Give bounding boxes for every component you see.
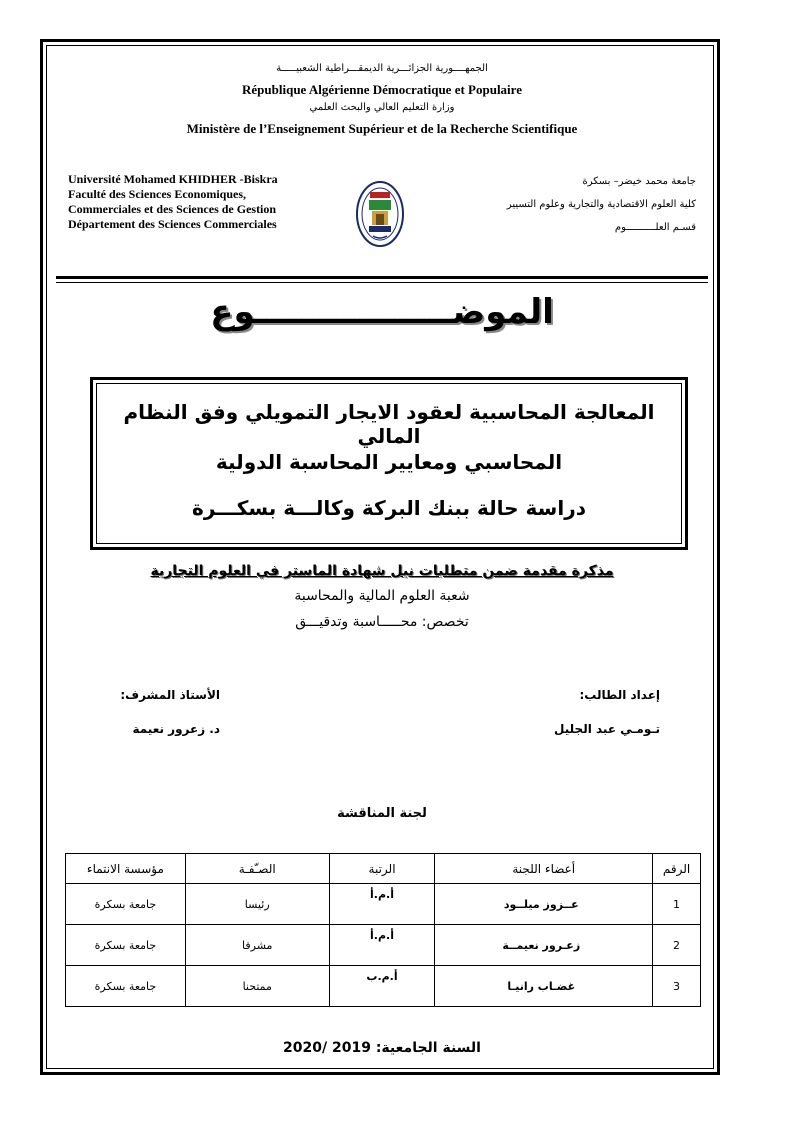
- student-name: تـومـي عبد الجليل: [554, 722, 660, 736]
- row-number: 3: [653, 966, 701, 1007]
- row-institution: جامعة بسكرة: [66, 925, 186, 966]
- header-role: الصـّفـة: [185, 854, 329, 884]
- institution-ar-line: كلية العلوم الاقتصادية والتجارية وعلوم التسيير: [506, 199, 696, 210]
- header-rank: الرتبة: [329, 854, 435, 884]
- memo-statement: مذكرة مقدمة ضمن متطلبات نيل شهادة الماستر في العلوم التجارية: [150, 563, 614, 579]
- student-label: إعداد الطالب:: [579, 688, 660, 702]
- row-institution: جامعة بسكرة: [66, 966, 186, 1007]
- ministry-arabic: وزارة التعليم العالي والبحث العلمي: [309, 102, 455, 113]
- thesis-title-line-3: دراسة حالة ببنك البركة وكالـــة بسكـــرة: [192, 496, 586, 520]
- thesis-title-line-1: المعالجة المحاسبية لعقود الايجار التمويلي وفق النظام المالي: [123, 400, 655, 448]
- institution-french: [68, 172, 328, 232]
- row-member: غضـاب رانيـا: [435, 966, 653, 1007]
- republic-arabic: الجمهــــورية الجزائـــرية الديمقـــراطية الشعبيـــــة: [276, 63, 488, 74]
- row-role: ممتحنا: [185, 966, 329, 1007]
- memo-branch: شعبة العلوم المالية والمحاسبة: [294, 588, 470, 604]
- header-divider-thin: [56, 282, 708, 283]
- university-seal-icon: [355, 180, 405, 248]
- table-row: [66, 925, 701, 966]
- memo-specialty: تخصص: محـــــاسبة وتدقيـــق: [295, 614, 469, 630]
- institution-fr-line: Département des Sciences Commerciales: [68, 217, 277, 231]
- row-rank: أ.م.ب: [329, 966, 435, 1007]
- republic-french: République Algérienne Démocratique et Populaire: [242, 82, 522, 97]
- header-institution: مؤسسة الانتماء: [66, 854, 186, 884]
- row-role: مشرفا: [185, 925, 329, 966]
- header-members: أعضاء اللجنة: [435, 854, 653, 884]
- table-row: [66, 884, 701, 925]
- row-rank: أ.م.أ: [329, 925, 435, 966]
- header-divider: [56, 276, 708, 279]
- row-number: 2: [653, 925, 701, 966]
- table-row: [66, 966, 701, 1007]
- table-header-row: [66, 854, 701, 884]
- supervisor-name: د. زعرور نعيمة: [132, 722, 220, 736]
- row-member: عــزوز ميلــود: [435, 884, 653, 925]
- row-member: زعـرور نعيمــة: [435, 925, 653, 966]
- thesis-title-line-2: المحاسبي ومعايير المحاسبة الدولية: [215, 450, 563, 474]
- subject-heading: الموضـــــــــــــــــوع: [210, 292, 554, 332]
- institution-ar-line: جامعة محمد خيضر– بسكرة: [582, 176, 696, 187]
- header-number: الرقم: [653, 854, 701, 884]
- supervisor-label: الأستاذ المشرف:: [120, 688, 220, 702]
- row-role: رئيسا: [185, 884, 329, 925]
- institution-ar-line: قسـم العلــــــــــوم: [614, 222, 696, 233]
- institution-fr-line: Commerciales et des Sciences de Gestion: [68, 202, 277, 216]
- jury-table: [65, 853, 701, 1007]
- institution-arabic: [470, 170, 696, 239]
- institution-fr-line: Université Mohamed KHIDHER -Biskra: [68, 172, 278, 186]
- ministry-french: Ministère de l’Enseignement Supérieur et de la Recherche Scientifique: [186, 121, 578, 136]
- academic-year: السنة الجامعية: 2019 /2020: [283, 1040, 481, 1056]
- row-number: 1: [653, 884, 701, 925]
- row-institution: جامعة بسكرة: [66, 884, 186, 925]
- row-rank: أ.م.أ: [329, 884, 435, 925]
- thesis-title-box: [90, 377, 688, 550]
- institution-fr-line: Faculté des Sciences Economiques,: [68, 187, 246, 201]
- jury-title: لجنة المناقشة: [337, 806, 427, 821]
